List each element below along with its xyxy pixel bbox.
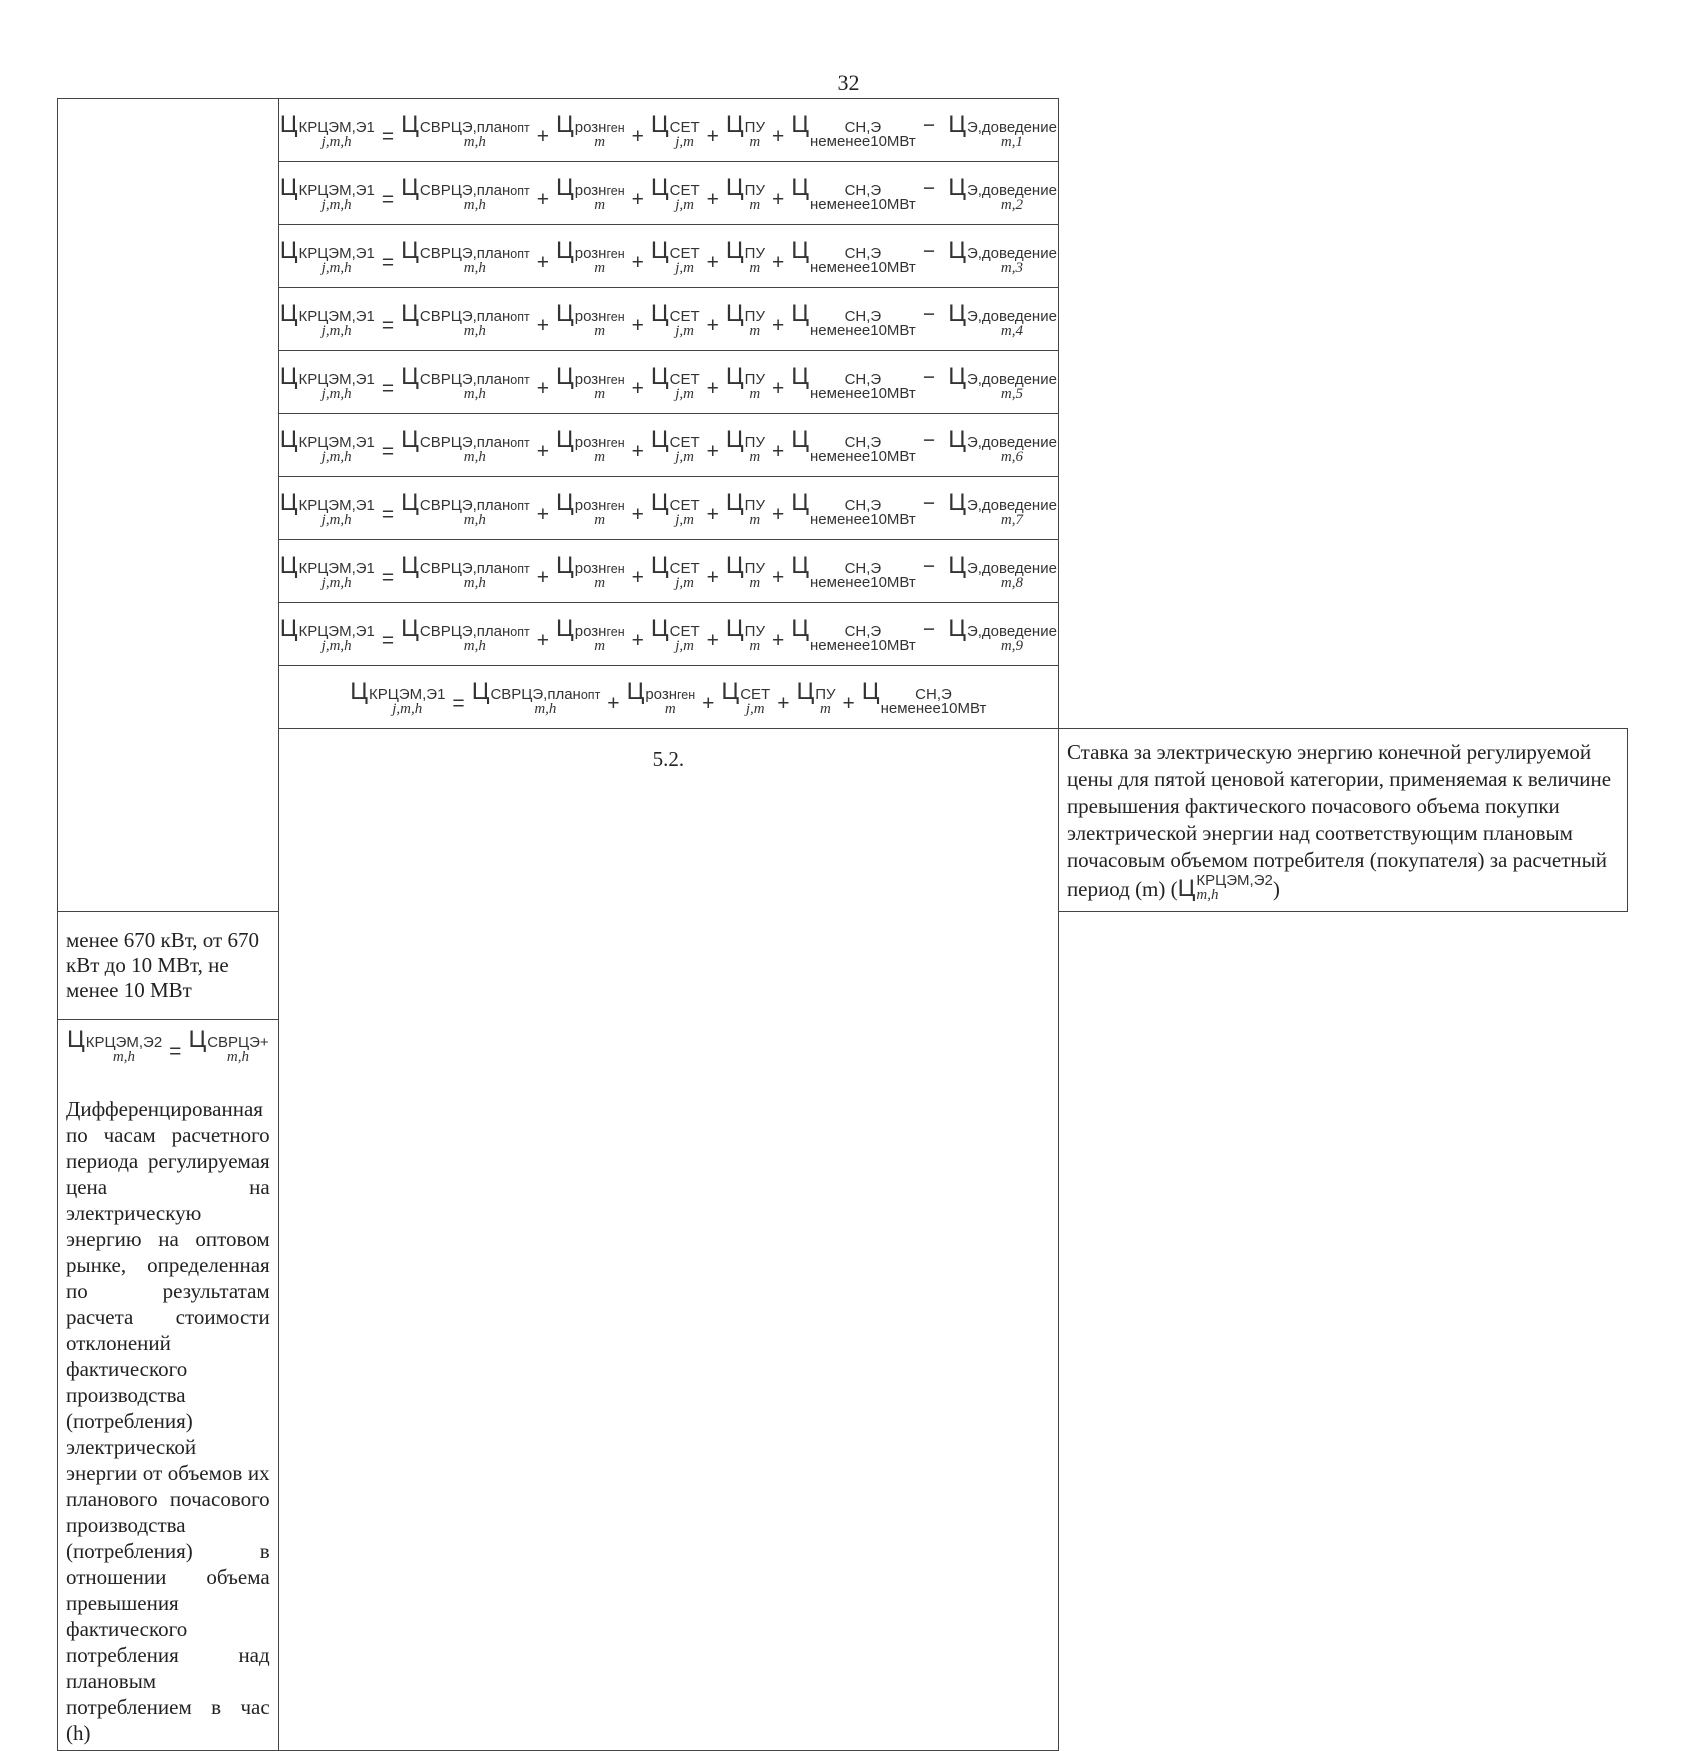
term-svrce: Ц СВРЦЭ,планопт m,h xyxy=(401,237,530,276)
formula-cell xyxy=(278,288,1058,351)
price-description: Дифференцированная по часам расчетного периода регулируемая цена на электрическую энергию на оптовом рынке, определенная по результатам расчета стоимости отклонений фактического производства (потребления) электрической энергии от объемов их планового почасового производства (потребления) в отношении объема превышения фактического потребления над плановым потреблением в час (h) xyxy=(66,1097,270,1745)
formula-row xyxy=(58,351,1628,414)
power-range-cell xyxy=(58,912,279,1020)
lhs-symbol: Ц КРЦЭМ,Э1 j,m,h xyxy=(279,426,375,465)
term-svrce: Ц СВРЦЭ,планопт m,h xyxy=(401,489,530,528)
term-sn: Ц СН,Э неменее10МВт xyxy=(791,111,916,150)
term-set: Ц СЕТ j,m xyxy=(650,237,700,276)
price-formula: Ц КРЦЭМ,Э1 j,m,h = Ц СВРЦЭ,планопт m,h + Ц рознген m + Ц СЕТ j,m + Ц ПУ m + Ц СН,Э неменее10МВт xyxy=(350,678,987,717)
term-rozn: Ц рознген m xyxy=(556,489,625,528)
term-set: Ц СЕТ j,m xyxy=(650,363,700,402)
term-dovedenie: Ц Э,доведение m,1 xyxy=(948,111,1057,150)
term-sn: Ц СН,Э неменее10МВт xyxy=(791,552,916,591)
lhs-symbol: Ц КРЦЭМ,Э1 j,m,h xyxy=(350,678,446,717)
term-set: Ц СЕТ j,m xyxy=(650,111,700,150)
term-svrce: Ц СВРЦЭ,планопт m,h xyxy=(401,111,530,150)
formula-cell xyxy=(278,351,1058,414)
term-rozn: Ц рознген m xyxy=(556,363,625,402)
formula-cell xyxy=(278,477,1058,540)
price-formula: Ц КРЦЭМ,Э1 j,m,h = Ц СВРЦЭ,планопт m,h + Ц рознген m + Ц СЕТ j,m + Ц ПУ m + Ц СН,Э неменее10МВт − Ц Э,доведение m,5 xyxy=(279,363,1057,402)
term-set: Ц СЕТ j,m xyxy=(650,300,700,339)
term-rozn: Ц рознген m xyxy=(556,300,625,339)
term-set: Ц СЕТ j,m xyxy=(650,615,700,654)
term-dovedenie: Ц Э,доведение m,7 xyxy=(948,489,1057,528)
section-title: Ставка за электрическую энергию конечной регулируемой цены для пятой ценовой категории, применяемая к величине превышения фактического почасового объема покупки электрической энергии над соответствующим плановым почасовым объемом потребителя (покупателя) за расчетный период (m) ( xyxy=(1066,740,1612,901)
section-title-cell: Ставка за электрическую энергию конечной регулируемой цены для пятой ценовой категории, применяемая к величине превышения фактического почасового объема покупки электрической энергии над соответствующим плановым почасовым объемом потребителя (покупателя) за расчетный период (m) ( Ц КРЦЭМ,Э2 m,h ) xyxy=(1058,729,1627,912)
term-rozn: Ц рознген m xyxy=(556,552,625,591)
term-dovedenie: Ц Э,доведение m,4 xyxy=(948,300,1057,339)
term-set: Ц СЕТ j,m xyxy=(650,426,700,465)
lhs-symbol: Ц КРЦЭМ,Э1 j,m,h xyxy=(279,237,375,276)
formula-row xyxy=(58,414,1628,477)
term-pu: Ц ПУ m xyxy=(725,237,765,276)
formula-cell xyxy=(278,540,1058,603)
formula-cell xyxy=(278,99,1058,162)
term-pu: Ц ПУ m xyxy=(725,111,765,150)
formula-cell xyxy=(278,414,1058,477)
formula-cell xyxy=(278,162,1058,225)
term-pu: Ц ПУ m xyxy=(725,363,765,402)
title-symbol: Ц КРЦЭМ,Э2 m,h xyxy=(1177,872,1273,903)
term-svrce: Ц СВРЦЭ,планопт m,h xyxy=(401,426,530,465)
term-pu: Ц ПУ m xyxy=(725,489,765,528)
term-pu: Ц ПУ m xyxy=(725,300,765,339)
formula-row xyxy=(58,225,1628,288)
term-set: Ц СЕТ j,m xyxy=(721,678,771,717)
term-svrce: Ц СВРЦЭ,планопт m,h xyxy=(401,363,530,402)
formula-row xyxy=(58,603,1628,666)
formula-cell xyxy=(278,603,1058,666)
tariff-table xyxy=(57,98,1628,1751)
term-set: Ц СЕТ j,m xyxy=(650,489,700,528)
term-rozn: Ц рознген m xyxy=(556,111,625,150)
price-formula: Ц КРЦЭМ,Э1 j,m,h = Ц СВРЦЭ,планопт m,h + Ц рознген m + Ц СЕТ j,m + Ц ПУ m + Ц СН,Э неменее10МВт − Ц Э,доведение m,3 xyxy=(279,237,1057,276)
term-sn: Ц СН,Э неменее10МВт xyxy=(791,615,916,654)
term-rozn: Ц рознген m xyxy=(556,237,625,276)
term-svrce: Ц СВРЦЭ,планопт m,h xyxy=(401,552,530,591)
term-sn: Ц СН,Э неменее10МВт xyxy=(791,237,916,276)
term-dovedenie: Ц Э,доведение m,5 xyxy=(948,363,1057,402)
term-svrce: Ц СВРЦЭ,планопт m,h xyxy=(401,174,530,213)
term-pu: Ц ПУ m xyxy=(725,552,765,591)
term-sn: Ц СН,Э неменее10МВт xyxy=(791,174,916,213)
term-rozn: Ц рознген m xyxy=(556,174,625,213)
formula-row-base xyxy=(58,666,1628,729)
term-sn: Ц СН,Э неменее10МВт xyxy=(791,363,916,402)
term-rozn: Ц рознген m xyxy=(626,678,696,717)
price-formula: Ц КРЦЭМ,Э1 j,m,h = Ц СВРЦЭ,планопт m,h + Ц рознген m + Ц СЕТ j,m + Ц ПУ m + Ц СН,Э неменее10МВт − Ц Э,доведение m,4 xyxy=(279,300,1057,339)
lhs-symbol: Ц КРЦЭМ,Э1 j,m,h xyxy=(279,615,375,654)
formula-row xyxy=(58,162,1628,225)
row-number-empty xyxy=(58,99,279,912)
term-pu: Ц ПУ m xyxy=(725,174,765,213)
term-sn: Ц СН,Э неменее10МВт xyxy=(791,426,916,465)
lhs-symbol: Ц КРЦЭМ,Э1 j,m,h xyxy=(279,489,375,528)
price-formula: Ц КРЦЭМ,Э1 j,m,h = Ц СВРЦЭ,планопт m,h + Ц рознген m + Ц СЕТ j,m + Ц ПУ m + Ц СН,Э неменее10МВт − Ц Э,доведение m,2 xyxy=(279,174,1057,213)
term-set: Ц СЕТ j,m xyxy=(650,174,700,213)
price-formula: Ц КРЦЭМ,Э1 j,m,h = Ц СВРЦЭ,планопт m,h + Ц рознген m + Ц СЕТ j,m + Ц ПУ m + Ц СН,Э неменее10МВт − Ц Э,доведение m,9 xyxy=(279,615,1057,654)
formula-row xyxy=(58,540,1628,603)
section-number-cell xyxy=(278,729,1058,1751)
term-dovedenie: Ц Э,доведение m,8 xyxy=(948,552,1057,591)
term-svrce: Ц СВРЦЭ,планопт m,h xyxy=(401,300,530,339)
term-svrce: Ц СВРЦЭ,планопт m,h xyxy=(401,615,530,654)
term-sn: Ц СН,Э неменее10МВт xyxy=(791,300,916,339)
final-formula-cell xyxy=(58,1020,279,1751)
term-pu: Ц ПУ m xyxy=(725,426,765,465)
price-formula: Ц КРЦЭМ,Э1 j,m,h = Ц СВРЦЭ,планопт m,h + Ц рознген m + Ц СЕТ j,m + Ц ПУ m + Ц СН,Э неменее10МВт − Ц Э,доведение m,1 xyxy=(279,111,1057,150)
term-rozn: Ц рознген m xyxy=(556,615,625,654)
term-set: Ц СЕТ j,m xyxy=(650,552,700,591)
power-range: менее 670 кВт, от 670 кВт до 10 МВт, не менее 10 МВт xyxy=(66,928,259,1002)
formula-row xyxy=(58,288,1628,351)
formula-cell xyxy=(278,225,1058,288)
section-number: 5.2. xyxy=(652,747,685,771)
term-dovedenie: Ц Э,доведение m,9 xyxy=(948,615,1057,654)
page-number: 32 xyxy=(837,70,860,95)
price-formula: Ц КРЦЭМ,Э1 j,m,h = Ц СВРЦЭ,планопт m,h + Ц рознген m + Ц СЕТ j,m + Ц ПУ m + Ц СН,Э неменее10МВт − Ц Э,доведение m,8 xyxy=(279,552,1057,591)
lhs-symbol: Ц КРЦЭМ,Э1 j,m,h xyxy=(279,174,375,213)
price-formula: Ц КРЦЭМ,Э1 j,m,h = Ц СВРЦЭ,планопт m,h + Ц рознген m + Ц СЕТ j,m + Ц ПУ m + Ц СН,Э неменее10МВт − Ц Э,доведение m,6 xyxy=(279,426,1057,465)
term-sn: Ц СН,Э неменее10МВт xyxy=(861,678,987,717)
term-rozn: Ц рознген m xyxy=(556,426,625,465)
term-dovedenie: Ц Э,доведение m,6 xyxy=(948,426,1057,465)
final-formula: Ц КРЦЭМ,Э2 m,h = Ц СВРЦЭ+ m,h xyxy=(67,1026,269,1065)
lhs-symbol: Ц КРЦЭМ,Э1 j,m,h xyxy=(279,300,375,339)
formula-row xyxy=(58,477,1628,540)
lhs-symbol: Ц КРЦЭМ,Э1 j,m,h xyxy=(279,552,375,591)
lhs-symbol: Ц КРЦЭМ,Э1 j,m,h xyxy=(279,363,375,402)
term-dovedenie: Ц Э,доведение m,2 xyxy=(948,174,1057,213)
term-svrce: Ц СВРЦЭ,планопт m,h xyxy=(471,678,601,717)
price-formula: Ц КРЦЭМ,Э1 j,m,h = Ц СВРЦЭ,планопт m,h + Ц рознген m + Ц СЕТ j,m + Ц ПУ m + Ц СН,Э неменее10МВт − Ц Э,доведение m,7 xyxy=(279,489,1057,528)
term-dovedenie: Ц Э,доведение m,3 xyxy=(948,237,1057,276)
term-sn: Ц СН,Э неменее10МВт xyxy=(791,489,916,528)
term-pu: Ц ПУ m xyxy=(725,615,765,654)
lhs-symbol: Ц КРЦЭМ,Э1 j,m,h xyxy=(279,111,375,150)
term-pu: Ц ПУ m xyxy=(796,678,836,717)
formula-cell xyxy=(278,666,1058,729)
